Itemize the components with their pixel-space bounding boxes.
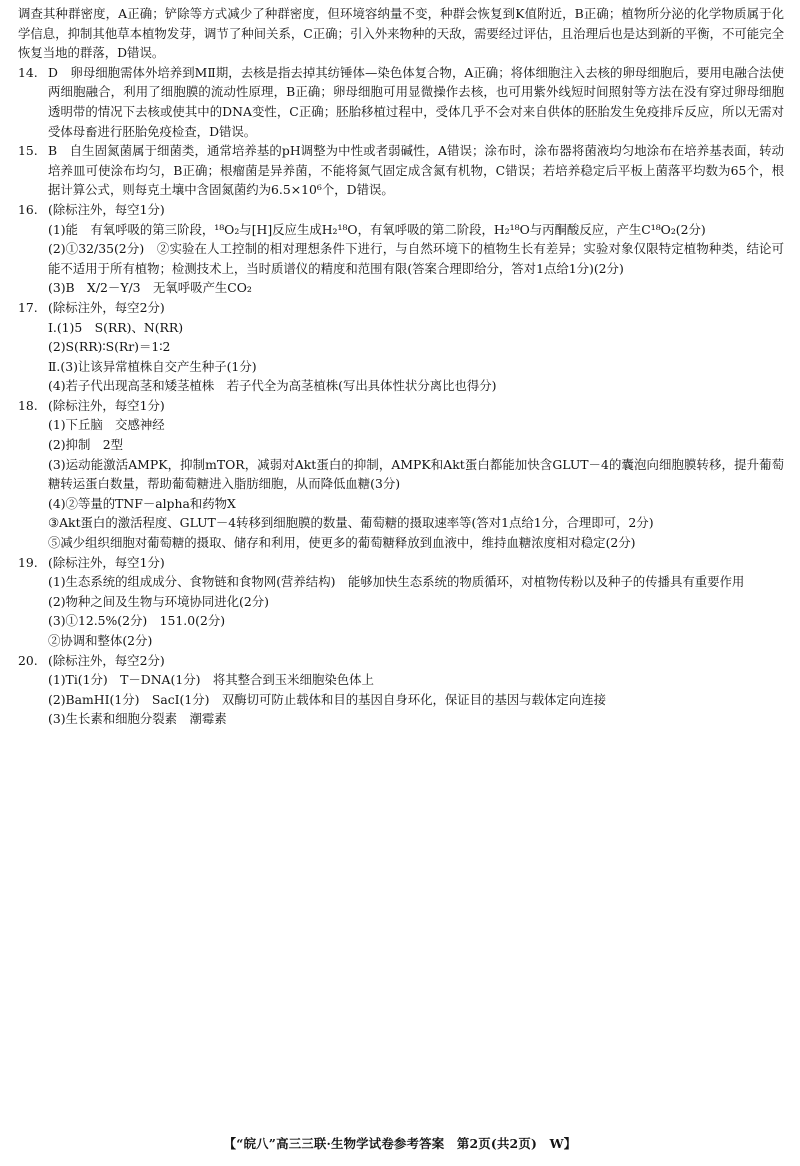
answer-line: (2)物种之间及生物与环境协同进化(2分): [48, 593, 269, 609]
answer-line: (3)运动能激活AMPK，抑制mTOR，减弱对Akt蛋白的抑制，AMPK和Akt蛋白都能加快含GLUT－4的囊泡向细胞膜转移，提升葡萄糖转运蛋白数量，帮助葡萄糖进入脂肪细胞，从而降低血糖(3分): [48, 456, 784, 492]
answer-16: [18, 200, 784, 298]
question-number: 20.: [18, 652, 38, 668]
answer-line: (4)若子代出现高茎和矮茎植株 若子代全为高茎植株(写出具体性状分离比也得分): [48, 378, 497, 394]
answer-text: B 自生固氮菌属于细菌类，通常培养基的pH调整为中性或者弱碱性，A错误；涂布时，涂布器将菌液均匀地涂布在培养基表面，转动培养皿可使涂布均匀，B正确；根瘤菌是异养菌，不能将氮气固定成含氮有机物，C错误；若培养稳定后平板上菌落平均数为65个，根据计算公式，则每克土壤中含固氮菌约为6.5×10⁶个，D错误。: [48, 143, 784, 198]
answer-15: [18, 141, 784, 200]
question-number: 16.: [18, 201, 38, 217]
scoring-note: (除标注外，每空1分): [48, 554, 165, 570]
answer-line: (4)②等量的TNF－alpha和药物X: [48, 495, 236, 511]
answer-line: (3)生长素和细胞分裂素 潮霉素: [48, 711, 227, 727]
answer-line: (3)B X/2－Y/3 无氧呼吸产生CO₂: [48, 280, 252, 296]
answer-20: [18, 651, 784, 729]
question-number: 18.: [18, 397, 38, 413]
scoring-note: (除标注外，每空2分): [48, 299, 165, 315]
answer-line: (2)S(RR)∶S(Rr)＝1∶2: [48, 339, 171, 355]
answer-line: (2)抑制 2型: [48, 437, 123, 453]
answer-content: [18, 4, 784, 729]
answer-line: ③Akt蛋白的激活程度、GLUT－4转移到细胞膜的数量、葡萄糖的摄取速率等(答对1点给1分，合理即可，2分): [48, 515, 654, 531]
question-number: 19.: [18, 554, 38, 570]
scoring-note: (除标注外，每空2分): [48, 652, 165, 668]
answer-line: Ⅰ.(1)5 S(RR)、N(RR): [48, 319, 184, 335]
answer-line: (1)Ti(1分) T－DNA(1分) 将其整合到玉米细胞染色体上: [48, 672, 374, 688]
answer-line: (1)生态系统的组成成分、食物链和食物网(营养结构) 能够加快生态系统的物质循环，对植物传粉以及种子的传播具有重要作用: [48, 574, 745, 590]
page-footer: 【“皖八”高三三联·生物学试卷参考答案 第2页(共2页) W】: [223, 1136, 577, 1151]
answer-text: D 卵母细胞需体外培养到MⅡ期，去核是指去掉其纺锤体—染色体复合物，A正确；将体细胞注入去核的卵母细胞后，要用电融合法使两细胞融合，利用了细胞膜的流动性原理，B正确；卵母细胞可用显微操作去核，也可用紫外线短时间照射等方法在没有穿过卵母细胞透明带的情况下去核或使其中的DNA变性，C正确；胚胎移植过程中，受体几乎不会对来自供体的胚胎发生免疫排斥反应，所以无需对受体母畜进行胚胎免疫检查，D错误。: [48, 64, 784, 139]
answer-line: Ⅱ.(3)让该异常植株自交产生种子(1分): [48, 358, 257, 374]
scoring-note: (除标注外，每空1分): [48, 397, 165, 413]
answer-line: (3)①12.5%(2分) 151.0(2分): [48, 613, 226, 629]
question-number: 14.: [18, 64, 38, 80]
answer-19: [18, 553, 784, 651]
answer-line: ②协调和整体(2分): [48, 633, 153, 648]
q13-continuation: 调查其种群密度，A正确；铲除等方式减少了种群密度，但环境容纳量不变，种群会恢复到K值附近，B正确；植物所分泌的化学物质属于化学信息，抑制其他草本植物发芽，调节了种间关系，C正确；引入外来物种的天敌，需要经过评估，且治理后也是达到新的平衡，不可能完全恢复当地的群落，D错误。: [18, 6, 784, 61]
question-number: 17.: [18, 299, 38, 315]
answer-line: (2)①32/35(2分) ②实验在人工控制的相对理想条件下进行，与自然环境下的植物生长有差异；实验对象仅限特定植物种类，结论可能不适用于所有植物；检测技术上，当时质谱仪的精度和范围有限(答案合理即给分，答对1点给1分)(2分): [48, 241, 784, 276]
answer-14: [18, 63, 784, 141]
answer-line: ⑤减少组织细胞对葡萄糖的摄取、储存和利用，使更多的葡萄糖释放到血液中，维持血糖浓度相对稳定(2分): [48, 535, 636, 551]
scoring-note: (除标注外，每空1分): [48, 201, 165, 217]
question-number: 15.: [18, 143, 38, 159]
answer-line: (1)能 有氧呼吸的第三阶段，¹⁸O₂与[H]反应生成H₂¹⁸O，有氧呼吸的第二阶段，H₂¹⁸O与丙酮酸反应，产生C¹⁸O₂(2分): [48, 221, 706, 237]
answer-line: (1)下丘脑 交感神经: [48, 417, 165, 433]
answer-18: [18, 396, 784, 553]
answer-line: (2)BamHⅠ(1分) SacⅠ(1分) 双酶切可防止载体和目的基因自身环化，保证目的基因与载体定向连接: [48, 691, 606, 707]
answer-17: [18, 298, 784, 396]
